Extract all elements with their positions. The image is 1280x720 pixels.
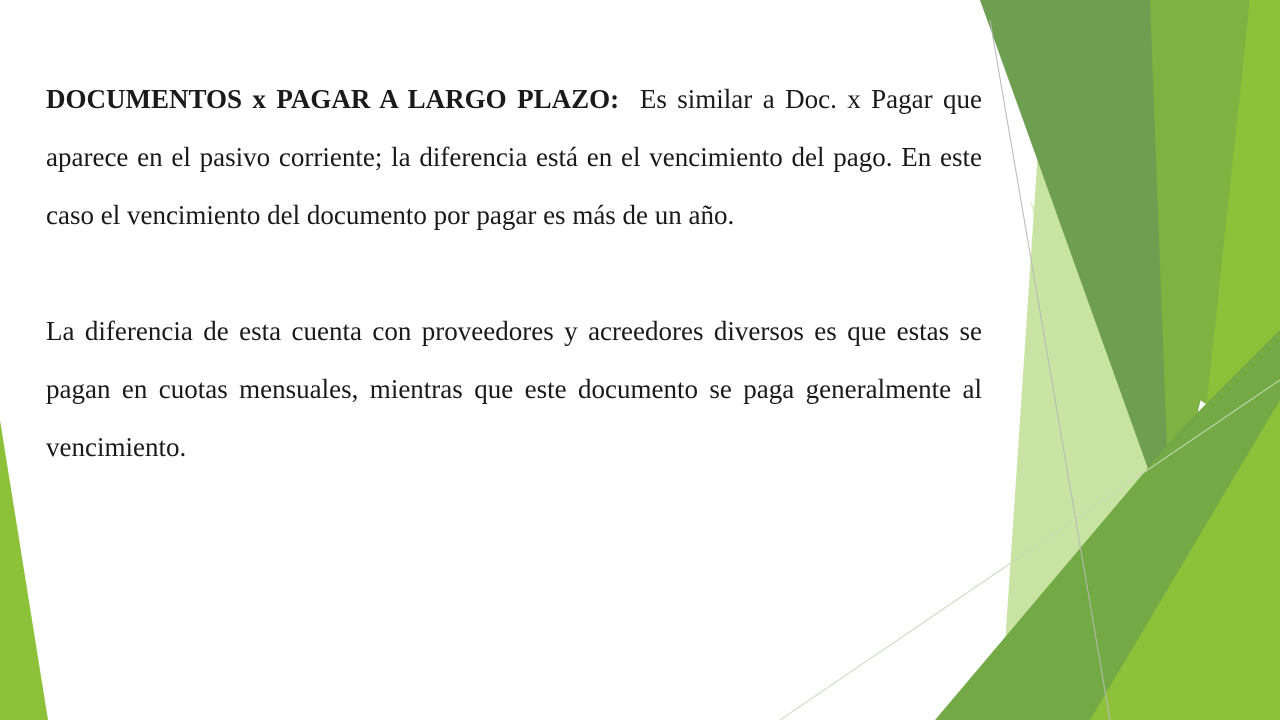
term-definition: Es similar a Doc. x Pagar que aparece en el pasivo corriente; la diferencia está en el vencimiento del pago. En este caso el vencimiento del documento por pagar es más de un año.	[46, 84, 982, 230]
slide-text	[46, 70, 982, 476]
paragraph-1	[46, 70, 982, 244]
left-accent-shape	[0, 420, 48, 720]
term-heading: DOCUMENTOS x PAGAR A LARGO PLAZO:	[46, 84, 620, 114]
paragraph-2	[46, 302, 982, 476]
comparison-text: La diferencia de esta cuenta con proveedores y acreedores diversos es que estas se pagan en cuotas mensuales, mientras que este documento se paga generalmente al vencimiento.	[46, 316, 982, 462]
